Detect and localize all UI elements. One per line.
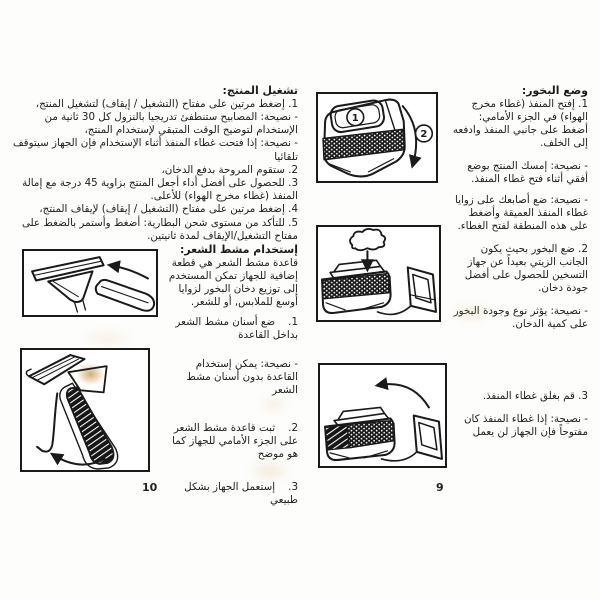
incense-tip-open-cover: - نصيحة: إذا غطاء المنفذ كان مفتوحاً فإن الجهاز لن يعمل <box>463 412 588 438</box>
incense-heading: وضع البخور: <box>521 84 588 97</box>
close-vent-illustration <box>320 365 445 466</box>
operating-step-1: 1. إضغط مرتين على مفتاح (التشغيل / إيقاف) لتشغيل المنتج، <box>35 97 298 110</box>
scan-stain <box>78 332 136 345</box>
comb-heading: إستخدام مشط الشعر: <box>180 243 298 256</box>
operating-step-2: 2. ستقوم المروحة بدفع الدخان، <box>161 163 298 176</box>
diagram-insert-incense <box>316 225 441 322</box>
operating-step-4: 4. إضغط مرتين على مفتاح (التشغيل / إيقاف) لإيقاف المنتج، <box>39 203 298 216</box>
incense-tip-quality: - نصيحة: يؤثر نوع وجودة البخور على كمية الدخان. <box>453 305 588 331</box>
incense-section <box>450 84 588 439</box>
comb-step-3: 3. إستعمل الجهاز بشكل طبيعي <box>184 481 298 507</box>
insert-arrow-icon <box>111 265 148 278</box>
comb-attached-illustration <box>22 350 148 470</box>
operating-tip-lights: - نصيحة: المصابيح ستنطفئ تدريجيا بالنزول كل 30 ثانية من الإستخدام لتوضيح الوقت المتبقي لإستخدام المنتج، <box>44 111 298 137</box>
open-vent-illustration <box>318 94 436 181</box>
incense-step-3: 3. قم بغلق غطاء المنفذ. <box>482 389 588 402</box>
comb-insert-illustration <box>24 251 156 315</box>
comb-section <box>168 243 298 507</box>
grip-texture-diagonal <box>325 425 349 450</box>
cover-hinge-strap <box>381 452 416 461</box>
incense-tip-hold: - نصيحة: إمسك المنتج بوضع أفقي أثناء فتح غطاء المنفذ. <box>467 159 588 185</box>
diagram-comb-insert <box>22 249 158 317</box>
operating-step-3: 3. للحصول على أفضل أداء أجعل المنتج بزاوية 45 درجة مع إمالة المنفذ (غطاء مخرج الهواء) للأعلى. <box>22 176 298 203</box>
vent-cover-open <box>408 267 436 311</box>
incense-step-2: 2. ضع البخور بحيث يكون الجانب الزيتي بعيداً عن جهاز التسخين للحصول على أفضل جودة دخان. <box>464 242 588 295</box>
diagram-close-vent <box>318 363 447 468</box>
comb-teeth-dark <box>67 387 114 464</box>
operating-tip-autostop: - نصيحة: إذا فتحت غطاء المنفذ أثناء الإستخدام فإن الجهاز سيتوقف تلقائيا <box>13 137 298 163</box>
diagram-comb-attached <box>20 348 150 472</box>
close-arrow-icon <box>378 384 428 407</box>
incense-cloud-icon <box>350 229 385 250</box>
comb-tip-no-teeth: - نصيحة: يمكن إستخدام القاعدة بدون أسنان مشط الشعر <box>186 357 298 397</box>
step-marker-1: 1 <box>351 112 359 124</box>
strap-hook <box>37 393 57 451</box>
incense-step-1: 1. إفتح المنفذ (غطاء مخرج الهواء) في الجزء الأمامي: أضغط على جانبي المنفذ وادفعه إلى الخلف. <box>452 97 588 150</box>
operating-section <box>10 84 298 243</box>
vent-cover-open <box>414 416 442 459</box>
cover-window <box>419 423 437 450</box>
page-number-10: 10 <box>142 481 158 494</box>
step-marker-2: 2 <box>420 128 428 140</box>
operating-heading: تشغيل المنتج: <box>222 84 298 97</box>
page-number-9: 9 <box>436 481 444 494</box>
grip-texture-band <box>347 421 393 448</box>
diagram-open-vent <box>316 92 438 183</box>
insert-incense-illustration <box>318 227 439 320</box>
grip-texture-band <box>323 129 405 159</box>
comb-step-1: 1. ضع أسنان مشط الشعر بداخل القاعدة <box>175 315 298 341</box>
operating-step-5: 5. للتأكد من مستوى شحن البطارية: أضغط وأستمر بالضغط على مفتاح التشغيل/الإيقاف لمدة ثانيتين. <box>21 216 298 242</box>
comb-intro: قاعدة مشط الشعر هي قطعة إضافية للجهاز تمكن المستخدم إلى توزيع دخان البخور لزوايا أوسع للملابس, أو للشعر. <box>168 256 298 309</box>
comb-step-2: 2. ثبت قاعدة مشط الشعر على الجزء الأمامي للجهاز كما هو موضح <box>172 421 298 460</box>
incense-tip-fingers: - نصيحة: ضع أصابعك على زوايا غطاء المنفذ العميقة وأضغط على هذه المنطقة لفتح الغطاء. <box>454 193 588 233</box>
